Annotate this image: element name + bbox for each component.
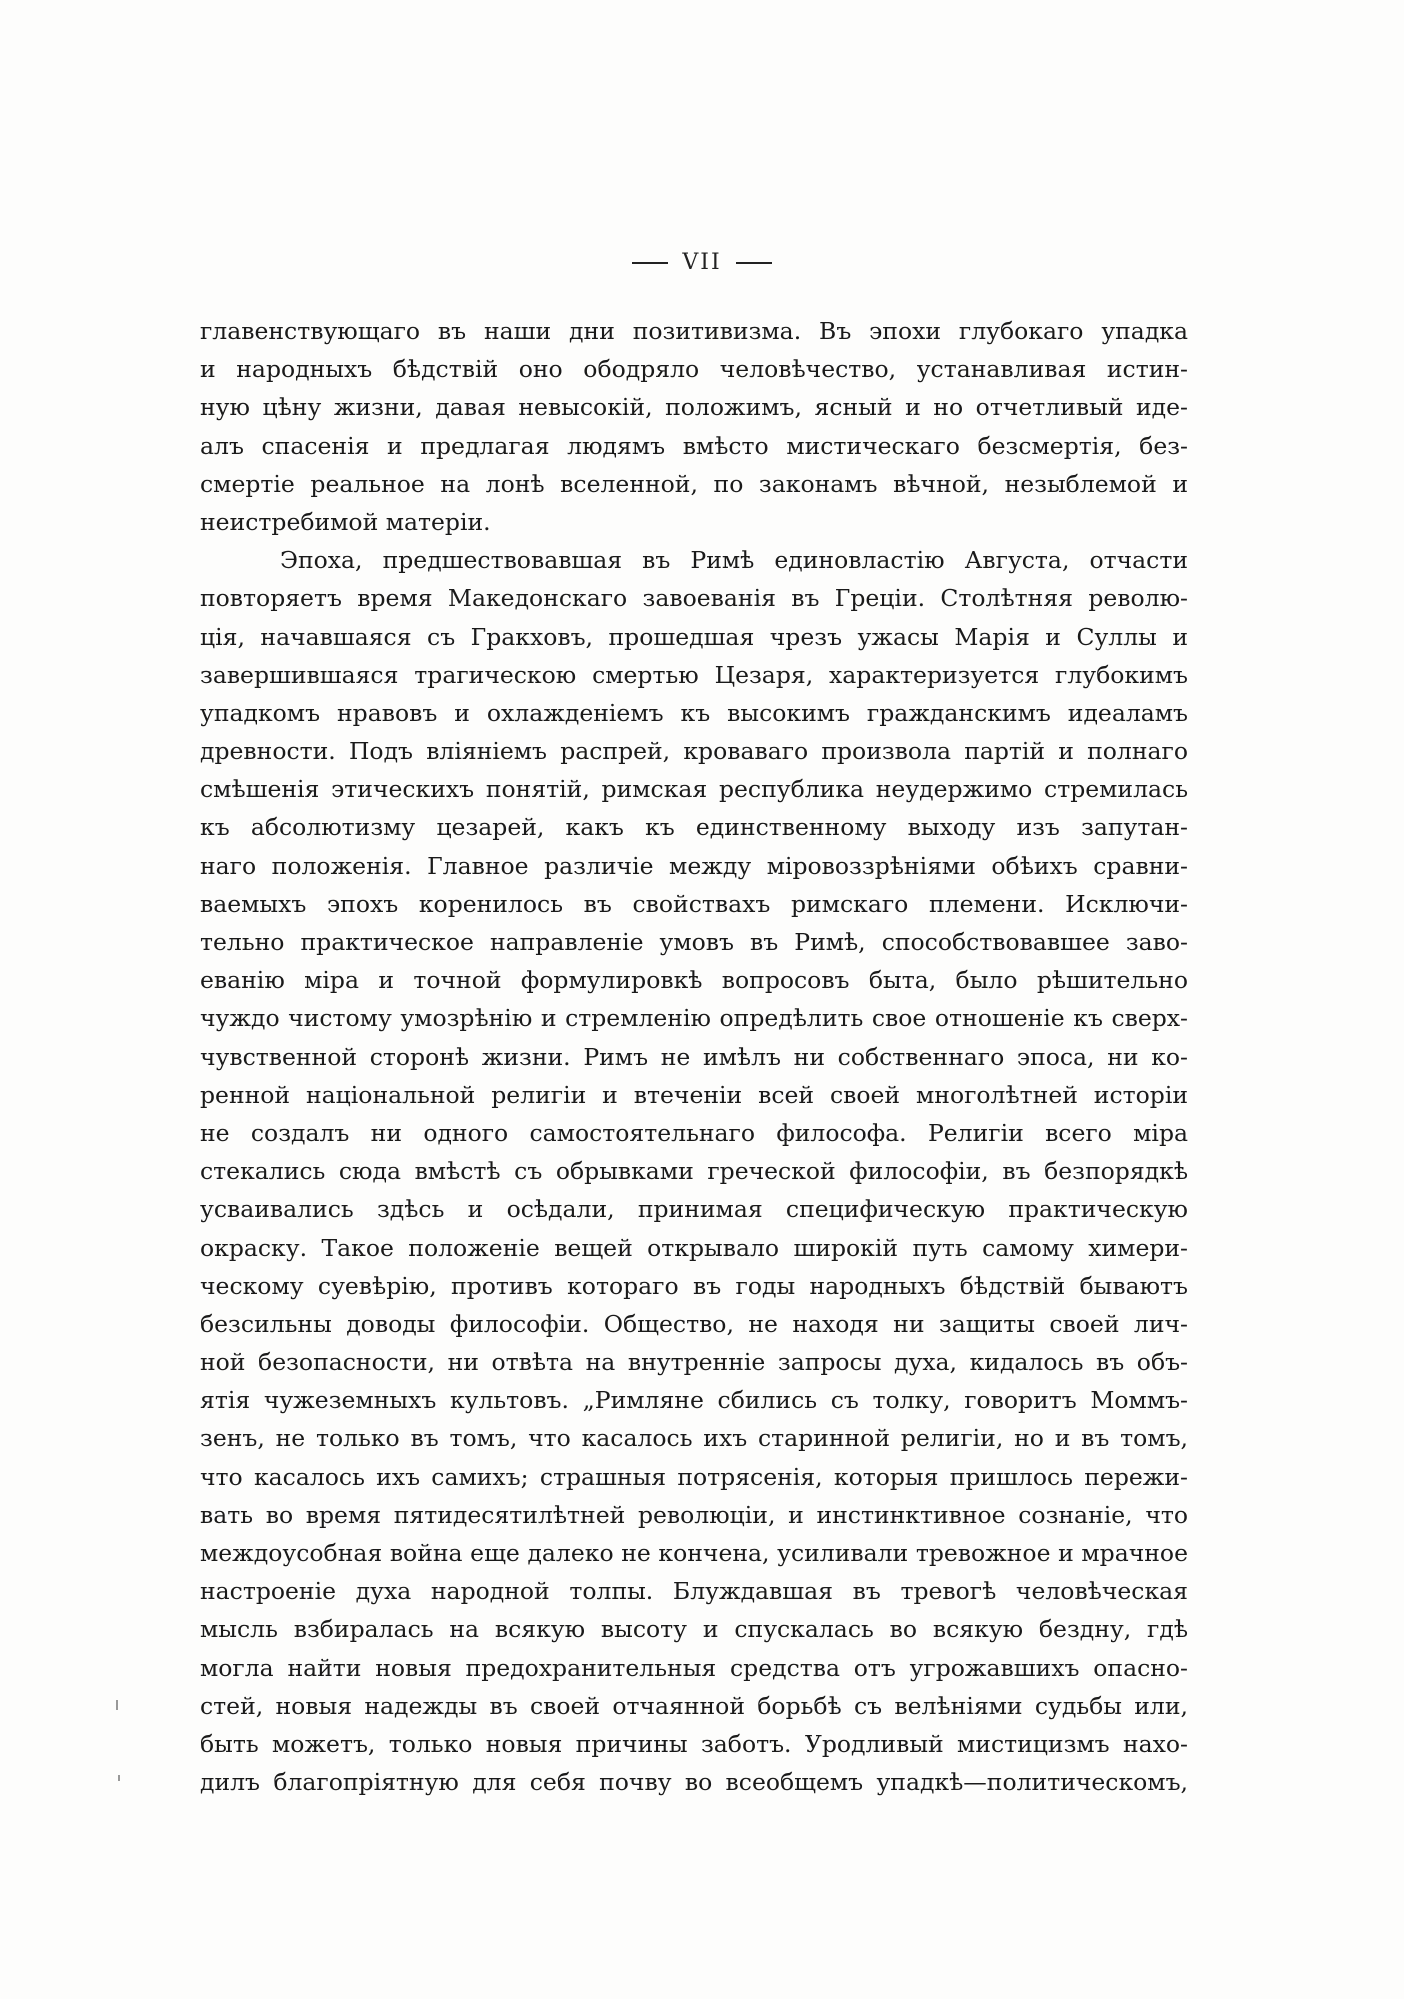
text-line: еванію міра и точной формулировкѣ вопросовъ быта, было рѣшительно	[200, 966, 1188, 995]
text-line: быть можетъ, только новыя причины заботъ. Уродливый мистицизмъ нахо-	[200, 1729, 1188, 1758]
text-line: что касалось ихъ самихъ; страшныя потрясенія, которыя пришлось пережи-	[200, 1462, 1188, 1491]
text-line: повторяетъ время Македонскаго завоеванія въ Греціи. Столѣтняя револю-	[200, 584, 1188, 613]
text-line: стей, новыя надежды въ своей отчаянной борьбѣ съ велѣніями судьбы или,	[200, 1691, 1188, 1720]
text-line: упадкомъ нравовъ и охлажденіемъ къ высокимъ гражданскимъ идеаламъ	[200, 698, 1188, 727]
text-line: могла найти новыя предохранительныя средства отъ угрожавшихъ опасно-	[200, 1653, 1188, 1682]
text-line: ческому суевѣрію, противъ котораго въ годы народныхъ бѣдствій бываютъ	[200, 1271, 1188, 1300]
text-line: ваемыхъ эпохъ коренилось въ свойствахъ римскаго племени. Исключи-	[200, 889, 1188, 918]
text-line: окраску. Такое положеніе вещей открывало широкій путь самому химери-	[200, 1233, 1188, 1262]
text-line: ной безопасности, ни отвѣта на внутренніе запросы духа, кидалось въ объ-	[200, 1348, 1188, 1377]
text-line: стекались сюда вмѣстѣ съ обрывками греческой философіи, въ безпорядкѣ	[200, 1157, 1188, 1186]
text-line: главенствующаго въ наши дни позитивизма. Въ эпохи глубокаго упадка	[200, 317, 1188, 345]
text-line: и народныхъ бѣдствій оно ободряло человѣчество, устанавливая истин-	[200, 355, 1188, 384]
page-number-header	[0, 250, 1404, 275]
text-line: ятія чужеземныхъ культовъ. „Римляне сбились съ толку, говоритъ Моммъ-	[200, 1386, 1188, 1415]
text-line: безсильны доводы философіи. Общество, не находя ни защиты своей лич-	[200, 1309, 1188, 1338]
text-line: смѣшенія этическихъ понятій, римская республика неудержимо стремилась	[200, 775, 1188, 804]
scan-speck	[118, 1775, 120, 1781]
text-line: неистребимой матеріи.	[200, 507, 491, 536]
paragraph-start-line: Эпоха, предшествовавшая въ Римѣ единовластію Августа, отчасти	[280, 546, 1188, 575]
text-line: чувственной сторонѣ жизни. Римъ не имѣлъ ни собственнаго эпоса, ни ко-	[200, 1042, 1188, 1071]
text-line: не создалъ ни одного самостоятельнаго философа. Религіи всего міра	[200, 1118, 1188, 1147]
text-line: смертіе реальное на лонѣ вселенной, по законамъ вѣчной, незыблемой и	[200, 469, 1188, 498]
text-line: междоусобная война еще далеко не кончена, усиливали тревожное и мрачное	[200, 1539, 1188, 1567]
header-left-dash	[632, 262, 668, 264]
text-line: къ абсолютизму цезарей, какъ къ единственному выходу изъ запутан-	[200, 813, 1188, 842]
page-number: VII	[682, 250, 722, 275]
text-line: настроеніе духа народной толпы. Блуждавшая въ тревогѣ человѣческая	[200, 1577, 1188, 1606]
text-line: чуждо чистому умозрѣнію и стремленію опредѣлить свое отношеніе къ сверх-	[200, 1004, 1188, 1033]
text-line: усваивались здѣсь и осѣдали, принимая специфическую практическую	[200, 1195, 1188, 1224]
scan-speck	[116, 1700, 118, 1710]
text-line: ція, начавшаяся съ Гракховъ, прошедшая чрезъ ужасы Марія и Суллы и	[200, 622, 1188, 651]
text-line: алъ спасенія и предлагая людямъ вмѣсто мистическаго безсмертія, без-	[200, 431, 1188, 460]
text-line: тельно практическое направленіе умовъ въ Римѣ, способствовавшее заво-	[200, 928, 1188, 956]
header-right-dash	[736, 262, 772, 264]
body-text	[200, 312, 1188, 1801]
text-line: завершившаяся трагическою смертью Цезаря, характеризуется глубокимъ	[200, 660, 1188, 689]
text-line: вать во время пятидесятилѣтней революціи, и инстинктивное сознаніе, что	[200, 1500, 1188, 1529]
text-line: древности. Подъ вліяніемъ распрей, кроваваго произвола партій и полнаго	[200, 737, 1188, 766]
text-line: зенъ, не только въ томъ, что касалось ихъ старинной религіи, но и въ томъ,	[200, 1424, 1188, 1453]
text-line: ную цѣну жизни, давая невысокій, положимъ, ясный и но отчетливый иде-	[200, 393, 1188, 422]
text-line: дилъ благопріятную для себя почву во всеобщемъ упадкѣ—политическомъ,	[200, 1768, 1188, 1797]
text-line: мысль взбиралась на всякую высоту и спускалась во всякую бездну, гдѣ	[200, 1615, 1188, 1644]
text-line: наго положенія. Главное различіе между міровоззрѣніями обѣихъ сравни-	[200, 851, 1188, 880]
text-line: ренной національной религіи и втеченіи всей своей многолѣтней исторіи	[200, 1080, 1188, 1109]
